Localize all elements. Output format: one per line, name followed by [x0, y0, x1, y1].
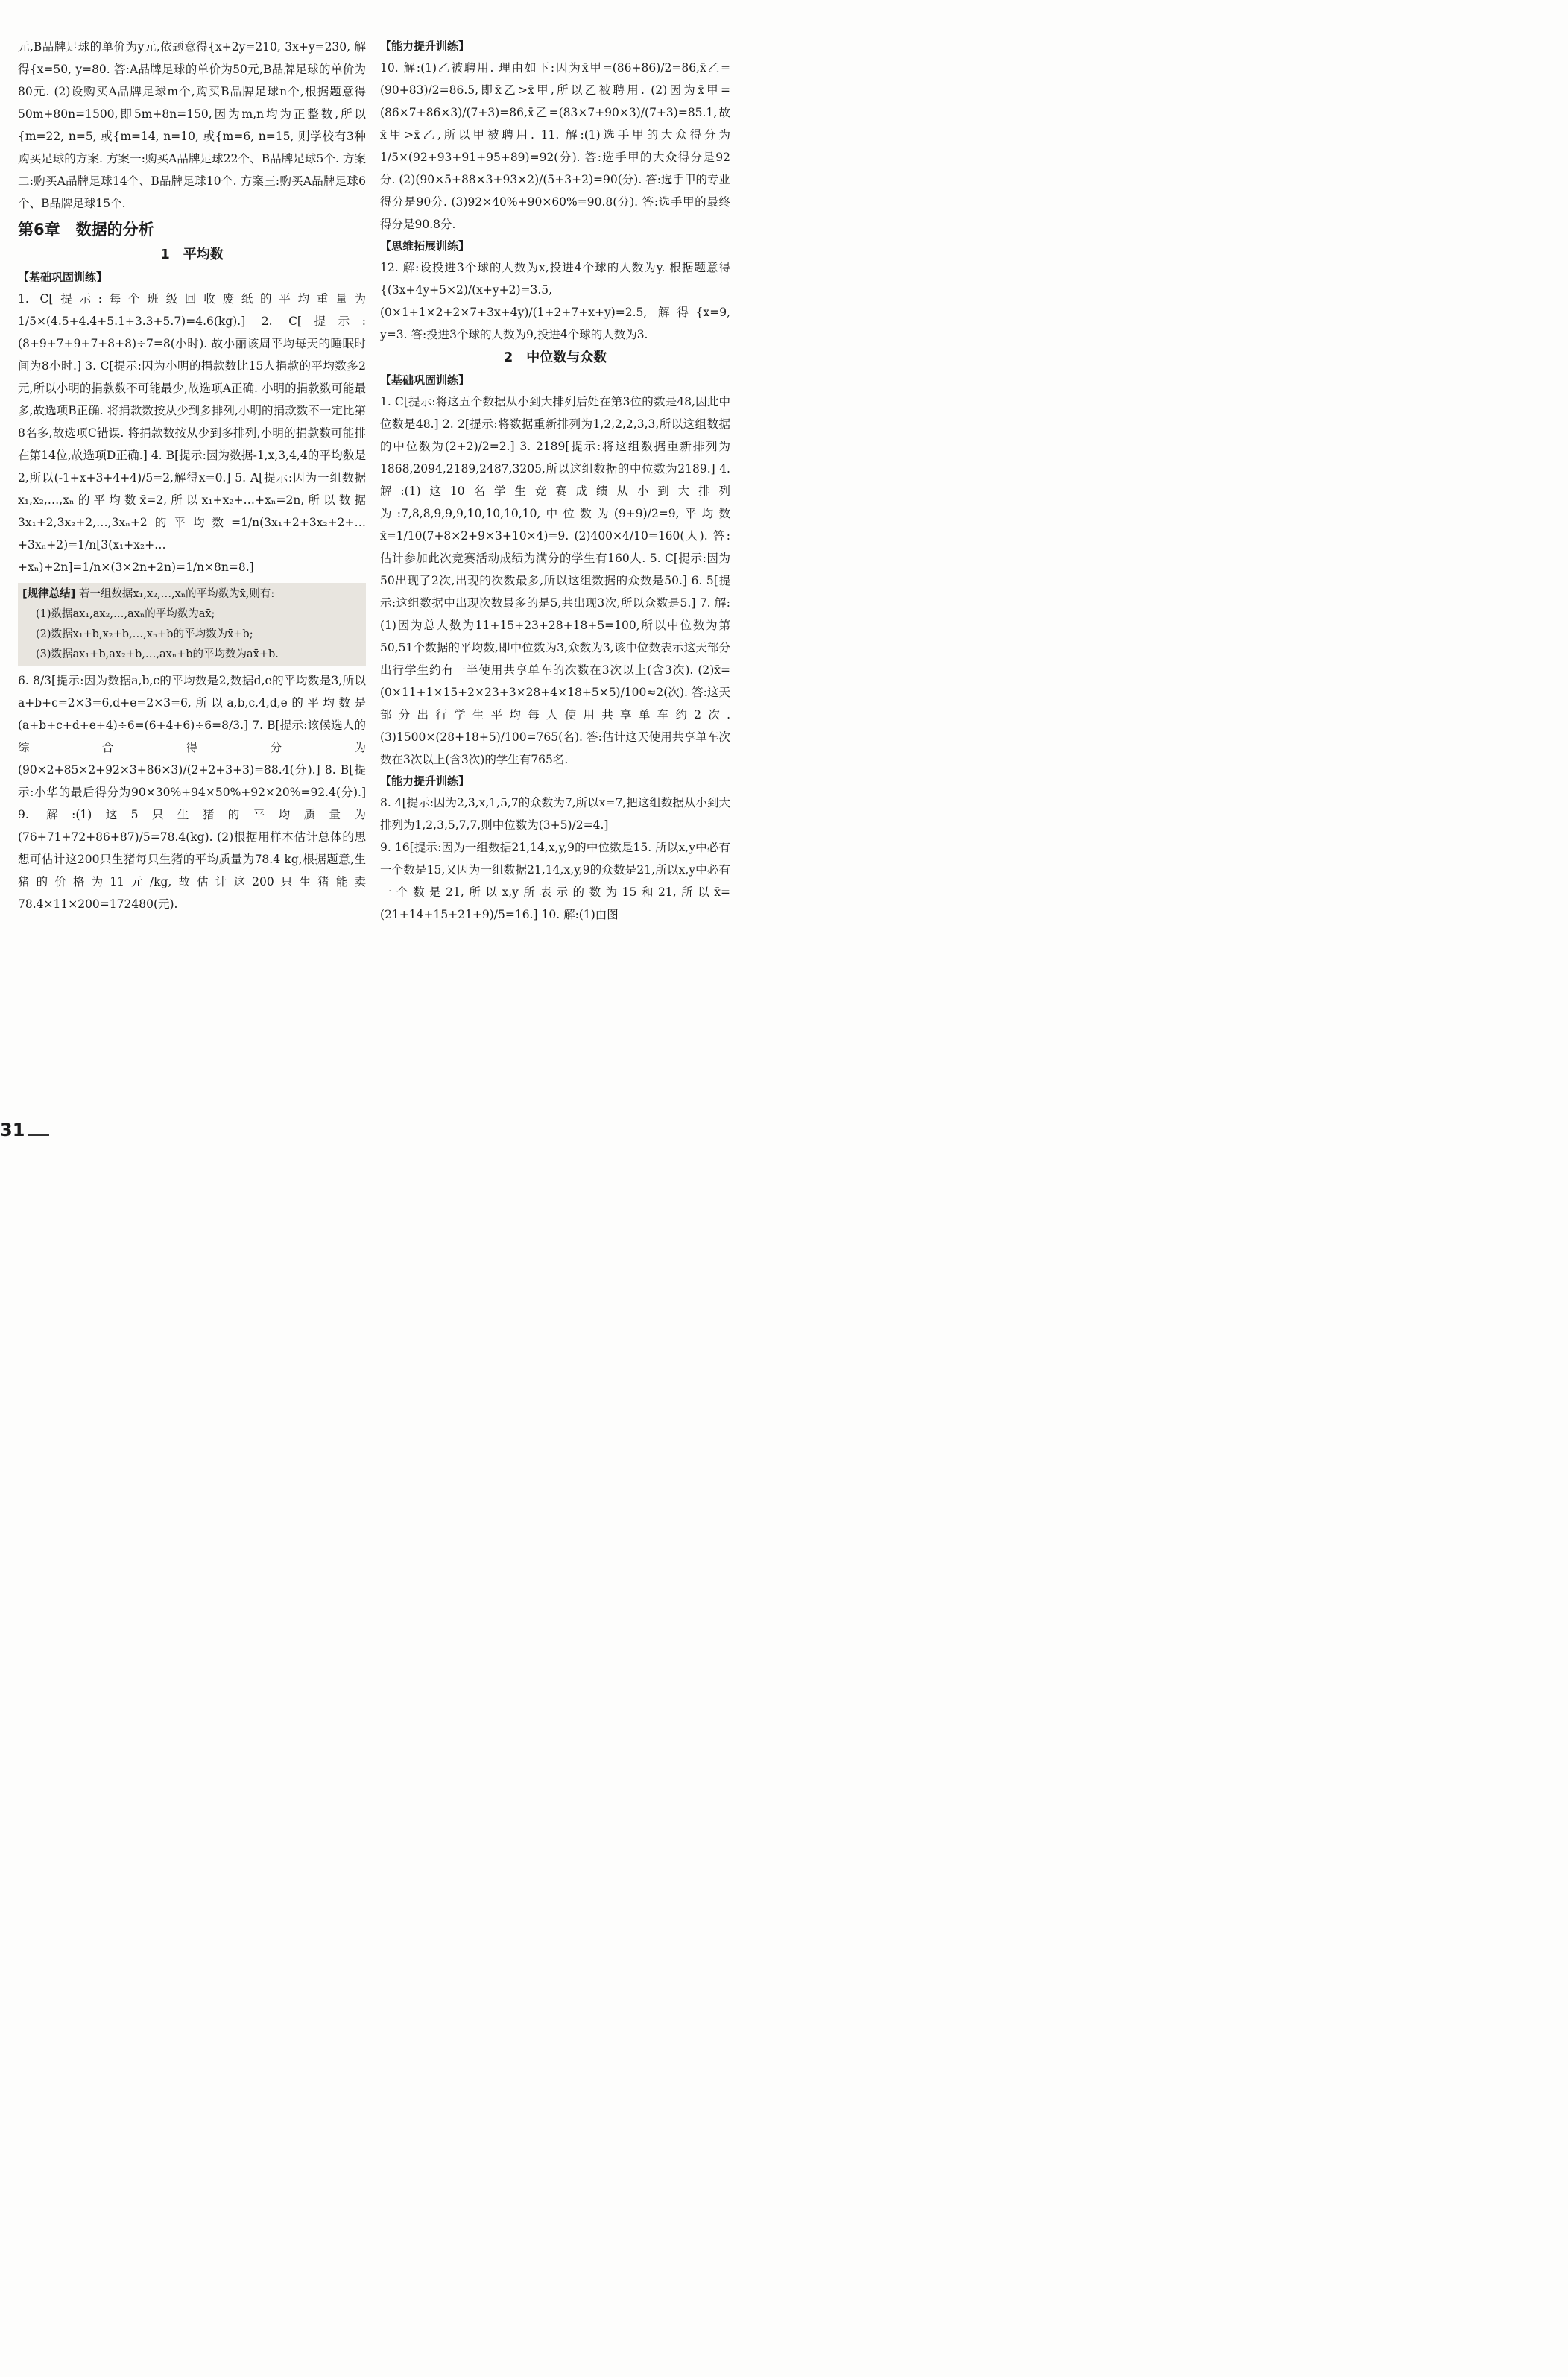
answers-paragraph-9-10: 9. 16[提示:因为一组数据21,14,x,y,9的中位数是15. 所以x,y中必有一个数是15,又因为一组数据21,14,x,y,9的众数是21,所以x,y中必有一个数是21,所以x,y所表示的数为15和21,所以x̄=(21+14+15+21+9)/5=16.] 10. 解:(1)由图: [380, 841, 730, 921]
right-column: [380, 36, 730, 926]
section-title-average: 1 平均数: [160, 247, 224, 262]
answers-paragraph-8: 8. 4[提示:因为2,3,x,1,5,7的众数为7,所以x=7,把这组数据从小到大排列为1,2,3,5,7,7,则中位数为(3+5)/2=4.]: [380, 796, 730, 832]
label-basic-training: 【基础巩固训练】: [18, 271, 108, 284]
label-basic-training-2: 【基础巩固训练】: [380, 373, 470, 387]
summary-title: [规律总结]: [22, 588, 76, 600]
summary-item: (3)数据ax₁+b,ax₂+b,…,axₙ+b的平均数为ax̄+b.: [36, 648, 279, 660]
chapter-title: 第6章 数据的分析: [18, 221, 154, 239]
page-number-dash: [28, 1134, 49, 1136]
rule-summary-box: [18, 583, 366, 666]
answers-paragraph-12: 12. 解:设投进3个球的人数为x,投进4个球的人数为y. 根据题意得{(3x+4y+5×2)/(x+y+2)=3.5, (0×1+1×2+2×7+3x+4y)/(1+2+7+x+y)=2.5, 解得{x=9, y=3. 答:投进3个球的人数为9,投进4个球的人数为3.: [380, 261, 730, 341]
intro-paragraph: 元,B品牌足球的单价为y元,依题意得{x+2y=210, 3x+y=230, 解得{x=50, y=80. 答:A品牌足球的单价为50元,B品牌足球的单价为80元. (2)设购买A品牌足球m个,购买B品牌足球n个,根据题意得50m+80n=1500,即5m+8n=150,因为m,n均为正整数,所以{m=22, n=5, 或{m=14, n=10, 或{m=6, n=15, 则学校有3种购买足球的方案. 方案一:购买A品牌足球22个、B品牌足球5个. 方案二:购买A品牌足球14个、B品牌足球10个. 方案三:购买A品牌足球6个、B品牌足球15个.: [18, 40, 366, 210]
summary-intro: 若一组数据x₁,x₂,…,xₙ的平均数为x̄,则有:: [78, 588, 275, 600]
summary-item: (1)数据ax₁,ax₂,…,axₙ的平均数为ax̄;: [36, 608, 215, 620]
label-ability-training-2: 【能力提升训练】: [380, 774, 470, 788]
page-number: 31: [0, 1120, 25, 1140]
answers-paragraph-6-9: 6. 8/3[提示:因为数据a,b,c的平均数是2,数据d,e的平均数是3,所以a+b+c=2×3=6,d+e=2×3=6,所以a,b,c,4,d,e的平均数是(a+b+c+d+e+4)÷6=(6+4+6)÷6=8/3.] 7. B[提示:该候选人的综合得分为(90×2+85×2+92×3+86×3)/(2+2+3+3)=88.4(分).] 8. B[提示:小华的最后得分为90×30%+94×50%+92×20%=92.4(分).] 9. 解:(1)这5只生猪的平均质量为(76+71+72+86+87)/5=78.4(kg). (2)根据用样本估计总体的思想可估计这200只生猪每只生猪的平均质量为78.4 kg,根据题意,生猪的价格为11元/kg,故估计这200只生猪能卖78.4×11×200=172480(元).: [18, 674, 366, 911]
answers-paragraph-10-11: 10. 解:(1)乙被聘用. 理由如下:因为x̄甲=(86+86)/2=86,x̄乙=(90+83)/2=86.5,即x̄乙>x̄甲,所以乙被聘用. (2)因为x̄甲=(86×7+86×3)/(7+3)=86,x̄乙=(83×7+90×3)/(7+3)=85.1,故x̄甲>x̄乙,所以甲被聘用. 11. 解:(1)选手甲的大众得分为1/5×(92+93+91+95+89)=92(分). 答:选手甲的大众得分是92分. (2)(90×5+88×3+93×2)/(5+3+2)=90(分). 答:选手甲的专业得分是90分. (3)92×40%+90×60%=90.8(分). 答:选手甲的最终得分是90.8分.: [380, 61, 730, 231]
basic-answers-paragraph: 1. C[提示:每个班级回收废纸的平均重量为1/5×(4.5+4.4+5.1+3.3+5.7)=4.6(kg).] 2. C[提示:(8+9+7+9+7+8+8)÷7=8(小时). 故小丽该周平均每天的睡眠时间为8小时.] 3. C[提示:因为小明的捐款数比15人捐款的平均数多2元,所以小明的捐款数不可能最少,故选项A正确. 小明的捐款数可能最多,故选项B正确. 将捐款数按从少到多排列,小明的捐款数不一定比第8名多,故选项C错误. 将捐款数按从少到多排列,小明的捐款数可能排在第14位,故选项D正确.] 4. B[提示:因为数据-1,x,3,4,4的平均数是2,所以(-1+x+3+4+4)/5=2,解得x=0.] 5. A[提示:因为一组数据x₁,x₂,…,xₙ的平均数x̄=2,所以x₁+x₂+…+xₙ=2n,所以数据3x₁+2,3x₂+2,…,3xₙ+2的平均数=1/n(3x₁+2+3x₂+2+…+3xₙ+2)=1/n[3(x₁+x₂+…+xₙ)+2n]=1/n×(3×2n+2n)=1/n×8n=8.]: [18, 292, 366, 574]
answers-paragraph-median: 1. C[提示:将这五个数据从小到大排列后处在第3位的数是48,因此中位数是48.] 2. 2[提示:将数据重新排列为1,2,2,2,3,3,所以这组数据的中位数为(2+2)/2=2.] 3. 2189[提示:将这组数据重新排列为1868,2094,2189,2487,3205,所以这组数据的中位数为2189.] 4. 解:(1)这10名学生竞赛成绩从小到大排列为:7,8,8,9,9,9,10,10,10,10,中位数为(9+9)/2=9,平均数x̄=1/10(7+8×2+9×3+10×4)=9. (2)400×4/10=160(人). 答:估计参加此次竞赛活动成绩为满分的学生有160人. 5. C[提示:因为50出现了2次,出现的次数最多,所以这组数据的众数是50.] 6. 5[提示:这组数据中出现次数最多的是5,共出现3次,所以众数是5.] 7. 解:(1)因为总人数为11+15+23+28+18+5=100,所以中位数为第50,51个数据的平均数,即中位数为3,众数为3,该中位数表示这天部分出行学生约有一半使用共享单车的次数在3次以上(含3次). (2)x̄=(0×11+1×15+2×23+3×28+4×18+5×5)/100≈2(次). 答:这天部分出行学生平均每人使用共享单车约2次. (3)1500×(28+18+5)/100=765(名). 答:估计这天使用共享单车次数在3次以上(含3次)的学生有765名.: [380, 395, 730, 766]
left-column: [18, 36, 366, 915]
label-ability-training: 【能力提升训练】: [380, 40, 470, 53]
label-thinking-training: 【思维拓展训练】: [380, 239, 470, 253]
summary-item: (2)数据x₁+b,x₂+b,…,xₙ+b的平均数为x̄+b;: [36, 628, 253, 640]
section-title-median-mode: 2 中位数与众数: [503, 350, 607, 365]
